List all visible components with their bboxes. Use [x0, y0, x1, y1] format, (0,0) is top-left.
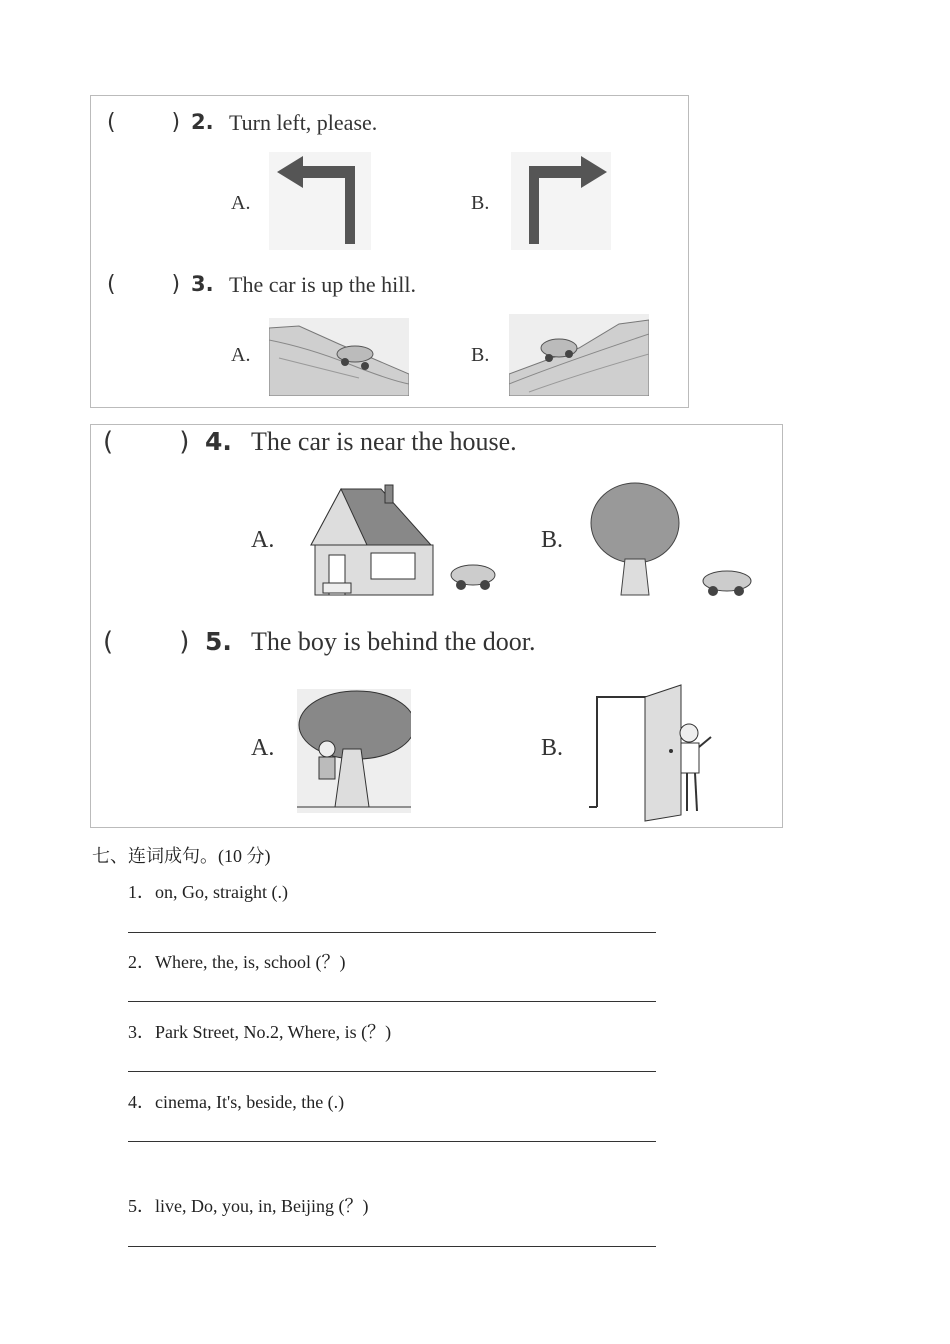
sentence-item-4: 4．cinema, It's, beside, the (.) — [128, 1092, 345, 1112]
option-b-label: B. — [471, 192, 490, 214]
sentence-item-2: 2．Where, the, is, school (？) — [128, 952, 346, 972]
sentence-item-1: 1．on, Go, straight (.) — [128, 882, 288, 902]
answer-blank[interactable]: ( ) — [103, 427, 190, 457]
sentence-item-3: 3．Park Street, No.2, Where, is (？) — [128, 1022, 392, 1042]
exercise-panel-2 — [90, 424, 783, 828]
option-b-label: B. — [471, 344, 490, 366]
boy-behind-tree-image[interactable] — [297, 689, 411, 813]
right-arrow-image[interactable] — [511, 152, 611, 250]
question-text: The car is up the hill. — [229, 272, 416, 297]
answer-blank[interactable]: ( ) — [103, 627, 190, 657]
section-title: 七、连词成句。(10 分) — [92, 846, 271, 866]
car-up-hill-image[interactable] — [509, 314, 649, 396]
option-b-label: B. — [541, 735, 564, 761]
boy-icon — [680, 724, 711, 811]
boy-icon — [319, 741, 335, 779]
sentence-item-5: 5．live, Do, you, in, Beijing (？) — [128, 1196, 369, 1216]
question-number: 2. — [191, 110, 214, 134]
car-icon — [451, 565, 495, 590]
option-b-label: B. — [541, 527, 564, 553]
answer-line-4[interactable] — [128, 1141, 656, 1142]
answer-line-2[interactable] — [128, 1001, 656, 1002]
option-a-label: A. — [231, 192, 251, 214]
tree-and-car-image[interactable] — [587, 481, 759, 601]
question-number: 3. — [191, 272, 214, 296]
exercise-panel-1 — [90, 95, 689, 408]
answer-line-1[interactable] — [128, 932, 656, 933]
answer-blank[interactable]: ( ) — [107, 110, 181, 135]
boy-behind-door-image[interactable] — [583, 683, 719, 823]
question-text: Turn left, please. — [229, 110, 378, 135]
question-number: 5. — [205, 627, 232, 656]
option-a-label: A. — [251, 527, 275, 553]
option-a-label: A. — [231, 344, 251, 366]
question-text: The boy is behind the door. — [251, 627, 536, 656]
car-icon — [703, 571, 751, 596]
house-and-car-image[interactable] — [301, 481, 501, 601]
left-arrow-image[interactable] — [269, 152, 371, 250]
question-number: 4. — [205, 427, 232, 456]
answer-line-3[interactable] — [128, 1071, 656, 1072]
option-a-label: A. — [251, 735, 275, 761]
question-text: The car is near the house. — [251, 427, 517, 456]
answer-blank[interactable]: ( ) — [107, 272, 181, 297]
car-down-hill-image[interactable] — [269, 318, 409, 396]
answer-line-5[interactable] — [128, 1246, 656, 1247]
